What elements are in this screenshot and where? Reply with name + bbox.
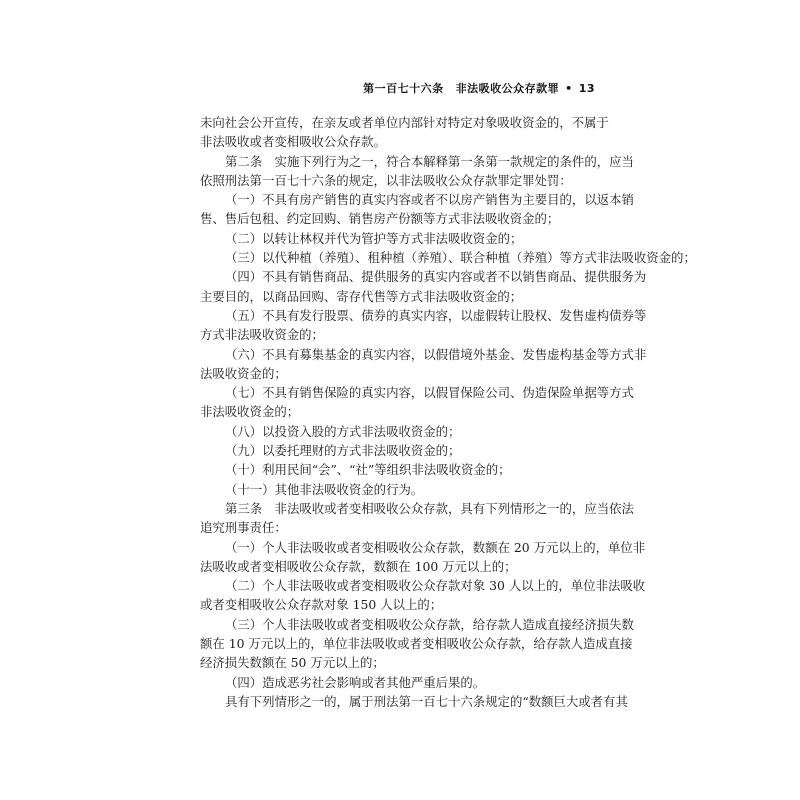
body-text xyxy=(200,113,696,711)
text-line: 追究刑事责任： xyxy=(200,520,287,536)
page-number: 13 xyxy=(578,82,595,95)
text-line: （二）个人非法吸收或者变相吸收公众存款对象 30 人以上的，单位非法吸收 xyxy=(225,578,646,594)
text-line: 经济损失数额在 50 万元以上的； xyxy=(200,655,385,671)
text-line: 未向社会公开宣传，在亲友或者单位内部针对特定对象吸收资金的，不属于 xyxy=(200,115,609,130)
text-line: （九）以委托理财的方式非法吸收资金的； xyxy=(225,443,461,459)
text-line: （三）个人非法吸收或者变相吸收公众存款，给存款人造成直接经济损失数 xyxy=(225,616,634,632)
text-line: 非法吸收或者变相吸收公众存款。 xyxy=(200,134,386,150)
text-line: （十）利用民间“会”、“社”等组织非法吸收资金的； xyxy=(225,462,511,478)
text-line: （三）以代种植（养殖）、租种植（养殖）、联合种植（养殖）等方式非法吸收资金的； xyxy=(225,250,696,266)
running-head xyxy=(363,80,595,96)
text-line: （四）不具有销售商品、提供服务的真实内容或者不以销售商品、提供服务为 xyxy=(225,269,647,285)
text-line: （四）造成恶劣社会影响或者其他严重后果的。 xyxy=(225,674,486,690)
text-line: 第二条 实施下列行为之一，符合本解释第一条第一款规定的条件的，应当 xyxy=(225,153,634,169)
text-line: 额在 10 万元以上的，单位非法吸收或者变相吸收公众存款，给存款人造成直接 xyxy=(200,636,633,652)
text-line: （五）不具有发行股票、债券的真实内容，以虚假转让股权、发售虚构债券等 xyxy=(225,307,647,323)
text-line: （一）不具有房产销售的真实内容或者不以房产销售为主要目的，以返本销 xyxy=(225,192,634,208)
text-line: （七）不具有销售保险的真实内容，以假冒保险公司、伪造保险单据等方式 xyxy=(225,385,634,401)
text-line: 法吸收资金的； xyxy=(200,365,287,381)
text-line: （二）以转让林权并代为管护等方式非法吸收资金的； xyxy=(225,230,523,246)
running-title: 非法吸收公众存款罪 xyxy=(455,82,560,95)
text-line: 售、售后包租、约定回购、销售房产份额等方式非法吸收资金的； xyxy=(200,211,560,227)
chapter-label: 第一百七十六条 xyxy=(363,82,444,95)
text-line: （一）个人非法吸收或者变相吸收公众存款，数额在 20 万元以上的，单位非 xyxy=(225,539,646,555)
text-line: 主要目的，以商品回购、寄存代售等方式非法吸收资金的； xyxy=(200,288,523,304)
text-line: 或者变相吸收公众存款对象 150 人以上的； xyxy=(200,597,443,613)
text-line: 非法吸收资金的； xyxy=(200,404,300,420)
text-line: 第三条 非法吸收或者变相吸收公众存款，具有下列情形之一的，应当依法 xyxy=(225,500,634,516)
text-line: 法吸收或者变相吸收公众存款，数额在 100 万元以上的； xyxy=(200,558,517,574)
text-line: （六）不具有募集基金的真实内容，以假借境外基金、发售虚构基金等方式非 xyxy=(225,346,647,362)
separator-dot: • xyxy=(565,82,573,95)
text-line: 具有下列情形之一的，属于刑法第一百七十六条规定的“数额巨大或者有其 xyxy=(225,693,628,709)
text-line: （八）以投资入股的方式非法吸收资金的； xyxy=(225,423,461,439)
text-line: 方式非法吸收资金的； xyxy=(200,327,324,343)
text-line: （十一）其他非法吸收资金的行为。 xyxy=(225,481,424,497)
text-line: 依照刑法第一百七十六条的规定，以非法吸收公众存款罪定罪处罚： xyxy=(200,172,572,188)
